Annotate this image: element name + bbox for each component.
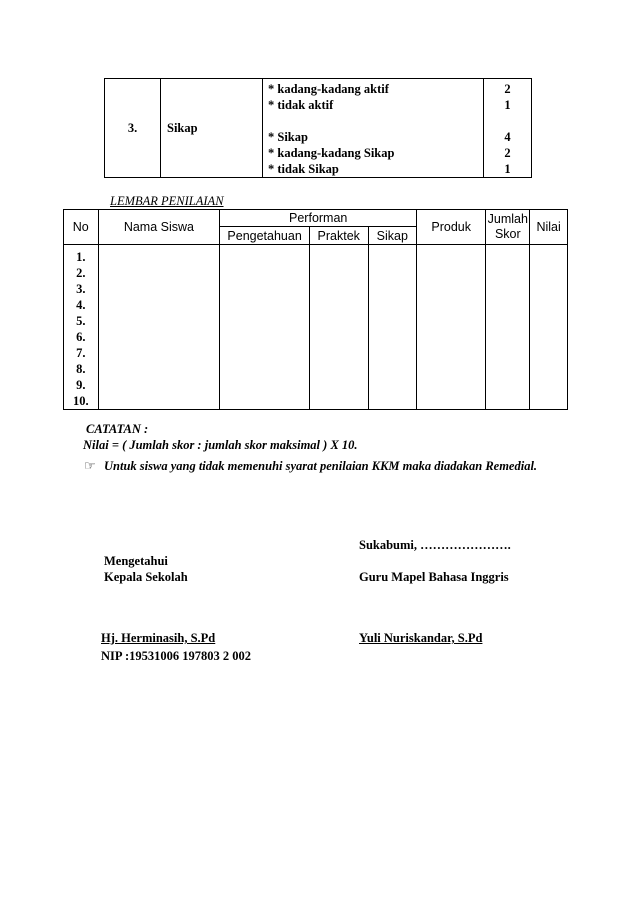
nama-siswa-cell [98, 245, 220, 410]
criteria-score: 2 [504, 146, 511, 160]
row-numbers-cell [64, 245, 99, 410]
row-number: 6. [76, 330, 86, 344]
criteria-item: * tidak aktif [268, 98, 334, 112]
left-signatory-nip: NIP :19531006 197803 2 002 [101, 649, 251, 663]
header-jumlah-skor: Jumlah Skor [486, 210, 530, 245]
pengetahuan-cell [220, 245, 310, 410]
header-no: No [64, 210, 99, 245]
left-signatory-name: Hj. Herminasih, S.Pd [101, 631, 216, 645]
row-number: 9. [76, 378, 86, 392]
formula-note: Nilai = ( Jumlah skor : jumlah skor maksimal ) X 10. [83, 438, 358, 452]
criteria-score: 1 [504, 98, 511, 112]
criteria-item [268, 113, 483, 129]
row-number: 10. [72, 394, 89, 408]
criteria-score-cell [484, 79, 532, 178]
header-pengetahuan: Pengetahuan [220, 227, 310, 245]
right-signatory-name: Yuli Nuriskandar, S.Pd [359, 631, 483, 645]
header-sikap: Sikap [368, 227, 417, 245]
row-number: 7. [76, 346, 86, 360]
criteria-item: * Sikap [268, 130, 308, 144]
criteria-item: * tidak Sikap [268, 162, 339, 176]
sikap-cell [368, 245, 417, 410]
row-number: 5. [76, 314, 86, 328]
section-title: LEMBAR PENILAIAN [110, 194, 224, 208]
criteria-aspect: Sikap [167, 120, 198, 135]
mengetahui-label: Mengetahui [104, 554, 168, 568]
catatan-label: CATATAN : [86, 422, 149, 436]
header-praktek: Praktek [309, 227, 368, 245]
jumlah-skor-cell [486, 245, 530, 410]
criteria-score: 1 [504, 162, 511, 176]
row-number: 4. [76, 298, 86, 312]
hand-pointing-icon: ☞ [84, 458, 96, 473]
remedial-note [84, 458, 537, 474]
nilai-cell [530, 245, 568, 410]
kepala-sekolah-label: Kepala Sekolah [104, 570, 188, 584]
header-nilai: Nilai [530, 210, 568, 245]
row-number: 8. [76, 362, 86, 376]
header-nama-siswa: Nama Siswa [98, 210, 220, 245]
row-number: 1. [76, 250, 86, 264]
criteria-score: 4 [504, 130, 511, 144]
criteria-score: 2 [504, 82, 511, 96]
remedial-text: Untuk siswa yang tidak memenuhi syarat penilaian KKM maka diadakan Remedial. [104, 459, 538, 473]
criteria-number: 3. [127, 120, 138, 135]
row-number: 3. [76, 282, 86, 296]
criteria-table [104, 78, 532, 178]
produk-cell [417, 245, 486, 410]
criteria-item: * kadang-kadang Sikap [268, 146, 395, 160]
row-number: 2. [76, 266, 86, 280]
criteria-number-cell [105, 79, 161, 178]
grading-table [63, 209, 568, 410]
criteria-score [484, 113, 531, 129]
criteria-list-cell [263, 79, 484, 178]
criteria-aspect-cell [161, 79, 263, 178]
praktek-cell [309, 245, 368, 410]
header-produk: Produk [417, 210, 486, 245]
section-heading [64, 193, 224, 209]
guru-mapel-label: Guru Mapel Bahasa Inggris [359, 570, 509, 584]
criteria-item: * kadang-kadang aktif [268, 82, 389, 96]
place-date: Sukabumi, …………………. [359, 538, 511, 552]
header-performan: Performan [220, 210, 417, 227]
